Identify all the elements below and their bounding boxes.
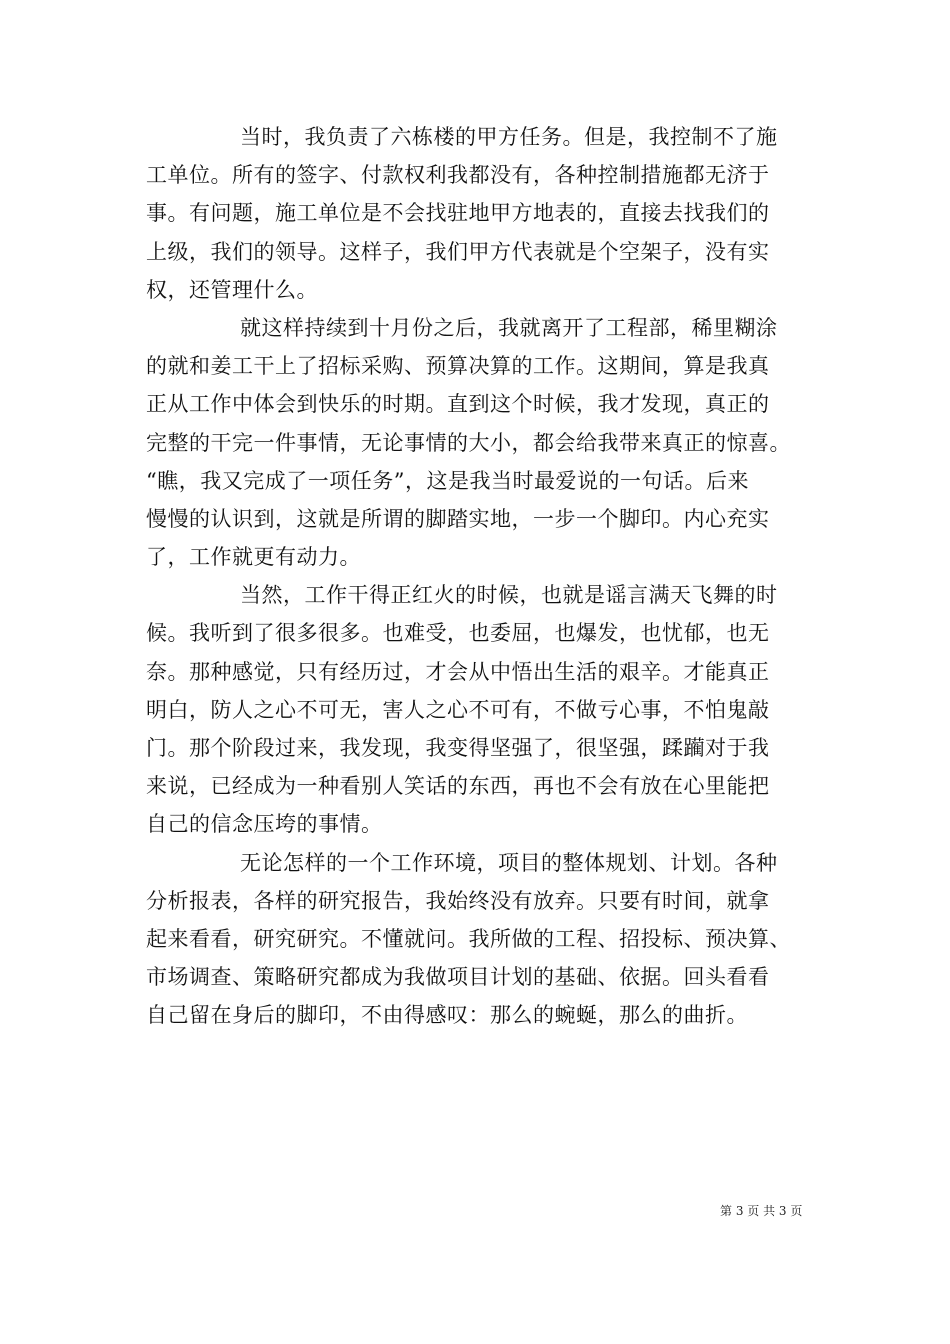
paragraph-line: 完整的干完一件事情，无论事情的大小，都会给我带来真正的惊喜。 bbox=[146, 430, 791, 455]
paragraph-line: “瞧，我又完成了一项任务”，这是我当时最爱说的一句话。后来 bbox=[146, 468, 749, 493]
paragraph-line: 了，工作就更有动力。 bbox=[146, 545, 361, 570]
paragraph-line: 明白，防人之心不可无，害人之心不可有，不做亏心事，不怕鬼敲 bbox=[146, 697, 770, 722]
paragraph-line: 候。我听到了很多很多。也难受，也委屈，也爆发，也忧郁，也无 bbox=[146, 621, 770, 646]
paragraph-line: 工单位。所有的签字、付款权利我都没有，各种控制措施都无济于 bbox=[146, 163, 770, 188]
paragraph-line: 奈。那种感觉，只有经历过，才会从中悟出生活的艰辛。才能真正 bbox=[146, 659, 770, 684]
paragraph-line: 当然，工作干得正红火的时候，也就是谣言满天飞舞的时 bbox=[240, 583, 778, 608]
paragraph-line: 当时，我负责了六栋楼的甲方任务。但是，我控制不了施 bbox=[240, 125, 778, 149]
paragraph-line: 门。那个阶段过来，我发现，我变得坚强了，很坚强，蹂躏对于我 bbox=[146, 736, 770, 760]
paragraph-line: 的就和姜工干上了招标采购、预算决算的工作。这期间，算是我真 bbox=[146, 354, 770, 379]
paragraph-line: 自己留在身后的脚印，不由得感叹：那么的蜿蜒，那么的曲折。 bbox=[146, 1003, 748, 1028]
paragraph-line: 分析报表，各样的研究报告，我始终没有放弃。只要有时间，就拿 bbox=[146, 888, 770, 913]
paragraph-line: 起来看看，研究研究。不懂就问。我所做的工程、招投标、预决算、 bbox=[146, 926, 791, 951]
paragraph-line: 上级，我们的领导。这样子，我们甲方代表就是个空架子，没有实 bbox=[146, 239, 770, 264]
paragraph-line: 权，还管理什么。 bbox=[146, 277, 318, 302]
paragraph-line: 市场调查、策略研究都成为我做项目计划的基础、依据。回头看看 bbox=[146, 965, 770, 990]
paragraph-line: 正从工作中体会到快乐的时期。直到这个时候，我才发现，真正的 bbox=[146, 392, 770, 417]
paragraph-line: 就这样持续到十月份之后，我就离开了工程部，稀里糊涂 bbox=[240, 315, 778, 340]
paragraph-line: 慢慢的认识到，这就是所谓的脚踏实地，一步一个脚印。内心充实 bbox=[146, 506, 770, 531]
page-number-footer: 第 3 页 共 3 页 bbox=[720, 1204, 803, 1218]
paragraph-line: 无论怎样的一个工作环境，项目的整体规划、计划。各种 bbox=[240, 850, 778, 875]
paragraph-line: 自己的信念压垮的事情。 bbox=[146, 812, 383, 837]
paragraph-line: 来说，已经成为一种看别人笑话的东西，再也不会有放在心里能把 bbox=[146, 774, 770, 799]
paragraph-line: 事。有问题，施工单位是不会找驻地甲方地表的，直接去找我们的 bbox=[146, 201, 770, 226]
body-text bbox=[146, 118, 810, 1035]
